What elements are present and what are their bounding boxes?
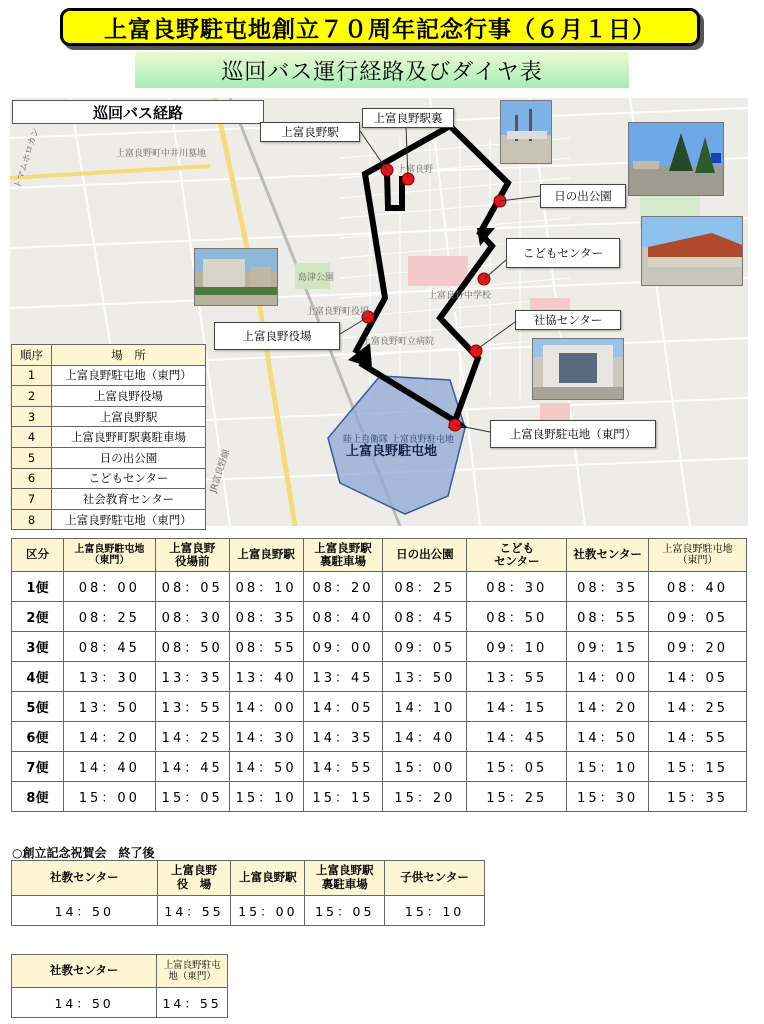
legend-row (12, 468, 206, 489)
legend-place: 上富良野駅 (52, 406, 206, 427)
legend-order: 5 (12, 447, 52, 468)
departure-time: 08：20 (303, 572, 383, 602)
departure-time: 14：40 (383, 722, 467, 752)
departure-time: 08：25 (63, 602, 155, 632)
legend-order: 6 (12, 468, 52, 489)
departure-time: 13：50 (63, 692, 155, 722)
schedule-row (12, 782, 747, 812)
departure-time: 15：15 (649, 752, 747, 782)
departure-time: 14：05 (649, 662, 747, 692)
legend-place: 上富良野駐屯地（東門） (52, 509, 206, 530)
schedule-row (12, 572, 747, 602)
departure-time: 08：40 (303, 602, 383, 632)
callout-office: 上富良野役場 (214, 322, 340, 350)
ap2-header-east-gate: 上富良野駐屯 地（東門） (157, 955, 228, 988)
ap1-header-station: 上富良野駅 (231, 861, 305, 896)
legend-row (12, 489, 206, 510)
legend-order: 2 (12, 386, 52, 407)
ap1-time: 15：00 (231, 896, 305, 926)
after-party-table-1 (11, 860, 485, 926)
departure-time: 08：00 (63, 572, 155, 602)
departure-time: 15：05 (467, 752, 567, 782)
departure-time: 08：10 (229, 572, 303, 602)
legend-place: 社会教育センター (52, 489, 206, 510)
trip-label: 1便 (12, 572, 64, 602)
after-party-2-row (12, 988, 228, 1018)
departure-time: 13：35 (155, 662, 229, 692)
map-label-base-official: 陸上自衛隊 上富良野駐屯地 (343, 435, 454, 445)
schedule-row (12, 692, 747, 722)
departure-time: 13：55 (467, 662, 567, 692)
header-office: 上富良野 役場前 (155, 539, 229, 572)
legend-order: 8 (12, 509, 52, 530)
departure-time: 15：00 (383, 752, 467, 782)
schedule-row (12, 752, 747, 782)
callout-station-back: 上富良野駅裏 (362, 108, 454, 128)
departure-time: 14：55 (649, 722, 747, 752)
schedule-row (12, 602, 747, 632)
departure-time: 14：40 (63, 752, 155, 782)
map-label-townoffice: 上富良野町役場 (306, 307, 370, 317)
map-label-hospital: 上富良野町立病院 (362, 337, 435, 347)
header-hinode: 日の出公園 (383, 539, 467, 572)
header-station-back: 上富良野駅 裏駐車場 (303, 539, 383, 572)
callout-east-gate: 上富良野駐屯地（東門） (490, 420, 656, 448)
ap1-time: 14：55 (157, 896, 231, 926)
legend-row (12, 509, 206, 530)
bus-schedule-table (11, 538, 747, 812)
departure-time: 14：10 (383, 692, 467, 722)
after-party-table-2 (11, 954, 228, 1018)
legend-header-order: 順序 (12, 345, 52, 366)
departure-time: 15：35 (649, 782, 747, 812)
map-title: 巡回バス経路 (12, 100, 264, 124)
departure-time: 15：15 (303, 782, 383, 812)
departure-time: 08：55 (567, 602, 649, 632)
schedule-row (12, 662, 747, 692)
departure-time: 14：25 (155, 722, 229, 752)
page-title: 上富良野駐屯地創立７０周年記念行事（６月１日） (104, 16, 656, 43)
departure-time: 14：00 (567, 662, 649, 692)
departure-time: 14：45 (155, 752, 229, 782)
departure-time: 15：10 (229, 782, 303, 812)
legend-row (12, 365, 206, 386)
ap2-header-shakyo: 社教センター (12, 955, 157, 988)
departure-time: 13：50 (383, 662, 467, 692)
legend-place: 上富良野駐屯地（東門） (52, 365, 206, 386)
departure-time: 09：00 (303, 632, 383, 662)
callout-station: 上富良野駅 (260, 122, 360, 142)
trip-label: 7便 (12, 752, 64, 782)
departure-time: 13：45 (303, 662, 383, 692)
header-station: 上富良野駅 (229, 539, 303, 572)
schedule-body (12, 572, 747, 812)
map-label-railway: JR富良野線 (208, 448, 233, 495)
ap1-header-kodomo: 子供センター (385, 861, 485, 896)
departure-time: 08：35 (567, 572, 649, 602)
ap2-time: 14：50 (12, 988, 157, 1018)
ap1-header-office: 上富良野 役 場 (157, 861, 231, 896)
departure-time: 08：55 (229, 632, 303, 662)
legend-place: 上富良野町駅裏駐車場 (52, 427, 206, 448)
departure-time: 09：10 (467, 632, 567, 662)
departure-time: 14：50 (567, 722, 649, 752)
departure-time: 08：45 (383, 602, 467, 632)
ap1-header-station-back: 上富良野駅 裏駐車場 (305, 861, 385, 896)
departure-time: 14：05 (303, 692, 383, 722)
ap1-header-shakyo: 社教センター (12, 861, 158, 896)
ap1-time: 15：05 (305, 896, 385, 926)
legend-order: 1 (12, 365, 52, 386)
legend-row (12, 386, 206, 407)
departure-time: 09：20 (649, 632, 747, 662)
departure-time: 09：15 (567, 632, 649, 662)
legend-order: 7 (12, 489, 52, 510)
departure-time: 15：00 (63, 782, 155, 812)
map-label-park: 島津公園 (298, 273, 335, 283)
legend-row (12, 427, 206, 448)
map-label-cemetery: 上富良野町中井川墓地 (116, 149, 207, 159)
departure-time: 15：05 (155, 782, 229, 812)
after-party-2-header (12, 955, 228, 988)
departure-time: 08：50 (155, 632, 229, 662)
departure-time: 14：25 (649, 692, 747, 722)
callout-kodomo: こどもセンター (506, 238, 620, 268)
departure-time: 14：15 (467, 692, 567, 722)
legend-header (12, 345, 206, 366)
departure-time: 14：30 (229, 722, 303, 752)
ap2-time: 14：55 (157, 988, 228, 1018)
header-kubun: 区分 (12, 539, 64, 572)
departure-time: 08：40 (649, 572, 747, 602)
callout-shakyo: 社協センター (515, 310, 621, 330)
legend-place: 上富良野役場 (52, 386, 206, 407)
departure-time: 09：05 (383, 632, 467, 662)
ap1-time: 14：50 (12, 896, 158, 926)
departure-time: 14：00 (229, 692, 303, 722)
departure-time: 08：50 (467, 602, 567, 632)
legend-order: 4 (12, 427, 52, 448)
departure-time: 13：55 (155, 692, 229, 722)
trip-label: 2便 (12, 602, 64, 632)
departure-time: 14：20 (63, 722, 155, 752)
departure-time: 09：05 (649, 602, 747, 632)
legend-row (12, 406, 206, 427)
schedule-header (12, 539, 747, 572)
departure-time: 08：30 (155, 602, 229, 632)
ap1-time: 15：10 (385, 896, 485, 926)
header-east-gate-start: 上富良野駐屯地 （東門） (63, 539, 155, 572)
departure-time: 15：25 (467, 782, 567, 812)
departure-time: 08：30 (467, 572, 567, 602)
legend-place: こどもセンター (52, 468, 206, 489)
map-label-school: 上富良野中学校 (428, 291, 492, 301)
departure-time: 13：40 (229, 662, 303, 692)
departure-time: 08：25 (383, 572, 467, 602)
departure-time: 14：45 (467, 722, 567, 752)
departure-time: 14：35 (303, 722, 383, 752)
header-east-gate-end: 上富良野駐屯地 （東門） (649, 539, 747, 572)
departure-time: 14：55 (303, 752, 383, 782)
legend-order: 3 (12, 406, 52, 427)
callout-hinode: 日の出公園 (540, 184, 626, 208)
departure-time: 15：20 (383, 782, 467, 812)
departure-time: 08：45 (63, 632, 155, 662)
trip-label: 5便 (12, 692, 64, 722)
departure-time: 08：05 (155, 572, 229, 602)
header-kodomo: こども センター (467, 539, 567, 572)
departure-time: 13：30 (63, 662, 155, 692)
base-area-label: 上富良野駐屯地 (346, 444, 438, 459)
legend-place: 日の出公園 (52, 447, 206, 468)
departure-time: 15：30 (567, 782, 649, 812)
subtitle-text: 巡回バス運行経路及びダイヤ表 (221, 59, 543, 85)
trip-label: 3便 (12, 632, 64, 662)
schedule-row (12, 722, 747, 752)
departure-time: 14：20 (567, 692, 649, 722)
legend-row (12, 447, 206, 468)
departure-time: 08：35 (229, 602, 303, 632)
legend-header-place: 場 所 (52, 345, 206, 366)
stop-order-legend (11, 344, 206, 530)
departure-time: 14：50 (229, 752, 303, 782)
departure-time: 15：10 (567, 752, 649, 782)
header-shakyo: 社教センター (567, 539, 649, 572)
trip-label: 4便 (12, 662, 64, 692)
schedule-row (12, 632, 747, 662)
trip-label: 6便 (12, 722, 64, 752)
after-party-1-row (12, 896, 485, 926)
trip-label: 8便 (12, 782, 64, 812)
map-label-road: トマムホロカン (12, 126, 42, 191)
map-label-town: 上富良野 (397, 165, 434, 175)
after-party-note: ○創立記念祝賀会 終了後 (12, 846, 155, 860)
after-party-1-header (12, 861, 485, 896)
